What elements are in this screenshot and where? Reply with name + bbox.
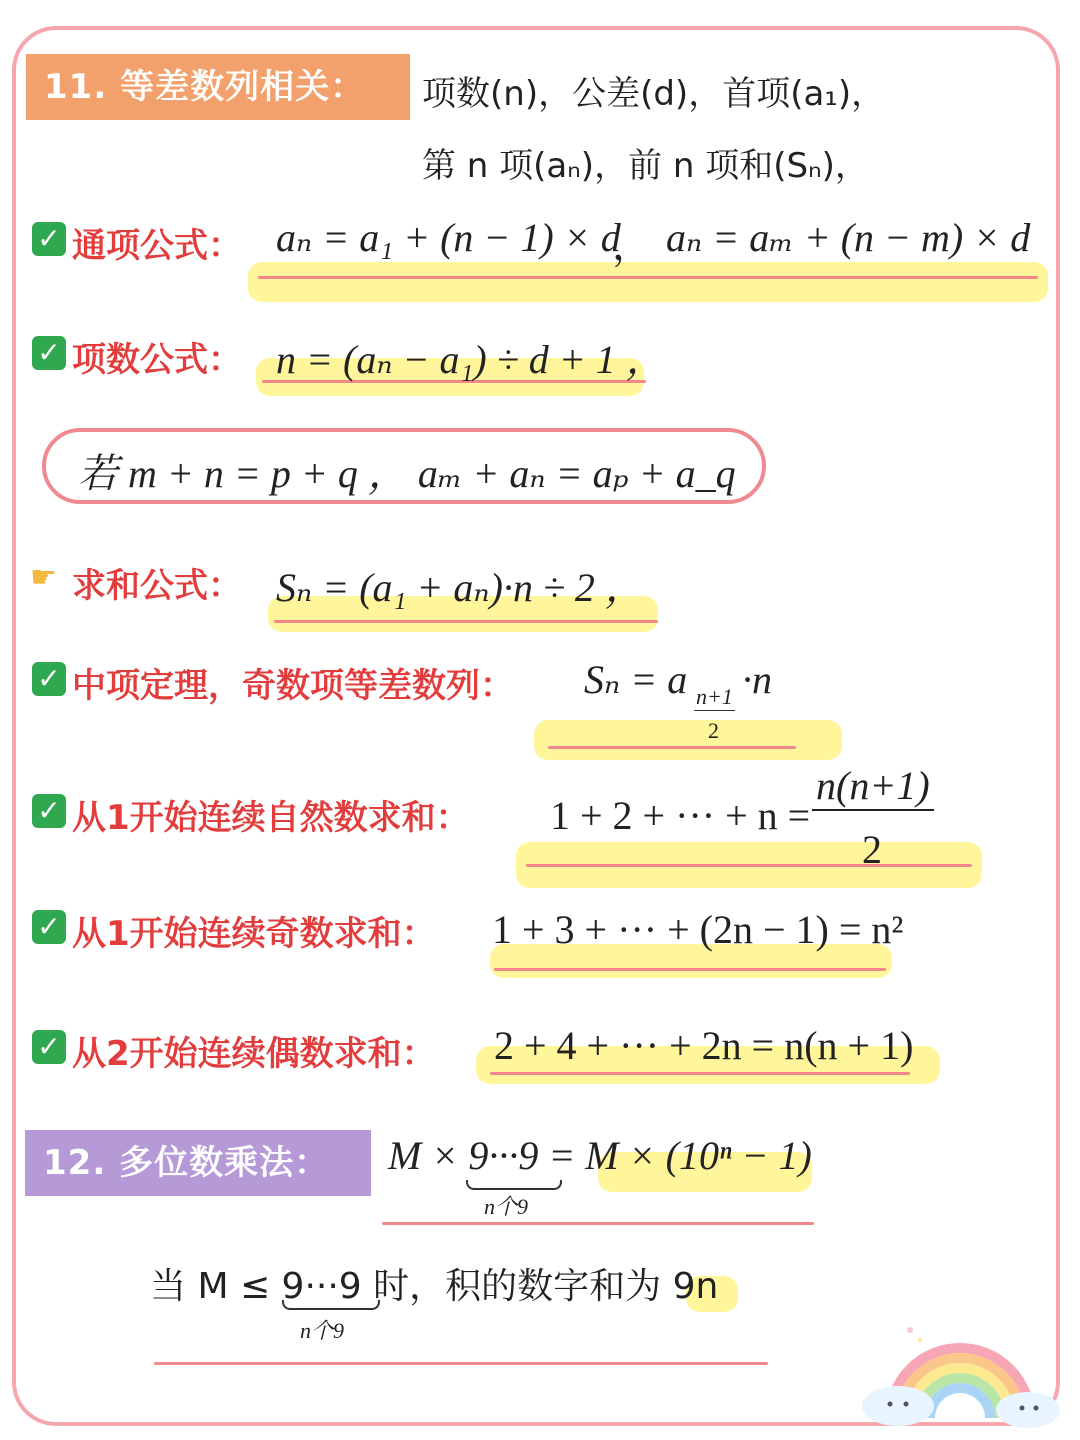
underline-rule bbox=[154, 1362, 768, 1365]
middle-sub-num: n+1 bbox=[696, 684, 733, 709]
middle-label: 中项定理，奇数项等差数列： bbox=[72, 666, 514, 706]
general-separator: ， bbox=[612, 223, 652, 269]
underline-sum bbox=[274, 620, 658, 623]
check-icon: ✓ bbox=[32, 336, 66, 370]
pointing-hand-icon: ☛ bbox=[30, 560, 57, 595]
intro-line-2: 第 n 项(aₙ)，前 n 项和(Sₙ)， bbox=[422, 146, 869, 186]
count-label: 项数公式： bbox=[72, 340, 242, 380]
rainbow-sticker-icon bbox=[860, 1318, 1060, 1428]
natural-label: 从1开始连续自然数求和： bbox=[72, 798, 470, 838]
natural-denominator: 2 bbox=[862, 827, 882, 872]
underline-odd bbox=[494, 968, 886, 971]
brace-rule bbox=[282, 1300, 380, 1310]
brace-label-multiply: n个9 bbox=[484, 1194, 529, 1219]
digit-sum-rule: 当 M ≤ 9···9 时，积的数字和为 9n bbox=[150, 1266, 719, 1307]
general-formula-1: aₙ = a₁ + (n − 1) × d bbox=[276, 215, 621, 260]
multiply-formula: M × 9···9 = M × (10ⁿ − 1) bbox=[388, 1133, 812, 1178]
count-formula: n = (aₙ − a₁) ÷ d + 1 ， bbox=[276, 337, 666, 382]
section-12-title: 12. 多位数乘法： bbox=[25, 1130, 371, 1196]
even-label: 从2开始连续偶数求和： bbox=[72, 1034, 436, 1074]
property-formula: 若 m + n = p + q ， aₘ + aₙ = aₚ + a_q bbox=[78, 451, 736, 496]
intro-line-1: 项数(n)，公差(d)，首项(a₁)， bbox=[422, 74, 886, 114]
section-11-title: 11. 等差数列相关： bbox=[26, 54, 410, 120]
middle-formula-left: Sₙ = a bbox=[584, 657, 688, 702]
brace-label-rule: n个9 bbox=[300, 1318, 345, 1343]
general-label: 通项公式： bbox=[72, 226, 242, 266]
sum-label: 求和公式： bbox=[72, 566, 242, 606]
check-icon: ✓ bbox=[32, 794, 66, 828]
underline-even bbox=[490, 1072, 910, 1075]
general-formula-2: aₙ = aₘ + (n − m) × d bbox=[666, 215, 1031, 260]
middle-formula-right: ·n bbox=[742, 657, 772, 702]
highlight-middle bbox=[534, 720, 842, 760]
underline-general bbox=[258, 276, 1038, 279]
odd-formula: 1 + 3 + ··· + (2n − 1) = n² bbox=[492, 907, 904, 952]
middle-sub-den: 2 bbox=[708, 718, 719, 743]
odd-label: 从1开始连续奇数求和： bbox=[72, 914, 436, 954]
natural-formula-left: 1 + 2 + ··· + n = bbox=[550, 793, 811, 838]
natural-numerator: n(n+1) bbox=[812, 762, 934, 811]
underline-middle bbox=[548, 746, 796, 749]
sum-formula: Sₙ = (a₁ + aₙ)·n ÷ 2 ， bbox=[276, 565, 645, 610]
brace-multiply bbox=[466, 1180, 562, 1190]
underline-natural bbox=[526, 864, 972, 867]
even-formula: 2 + 4 + ··· + 2n = n(n + 1) bbox=[494, 1023, 914, 1068]
check-icon: ✓ bbox=[32, 910, 66, 944]
check-icon: ✓ bbox=[32, 222, 66, 256]
check-icon: ✓ bbox=[32, 662, 66, 696]
underline-multiply bbox=[382, 1222, 814, 1225]
check-icon: ✓ bbox=[32, 1030, 66, 1064]
